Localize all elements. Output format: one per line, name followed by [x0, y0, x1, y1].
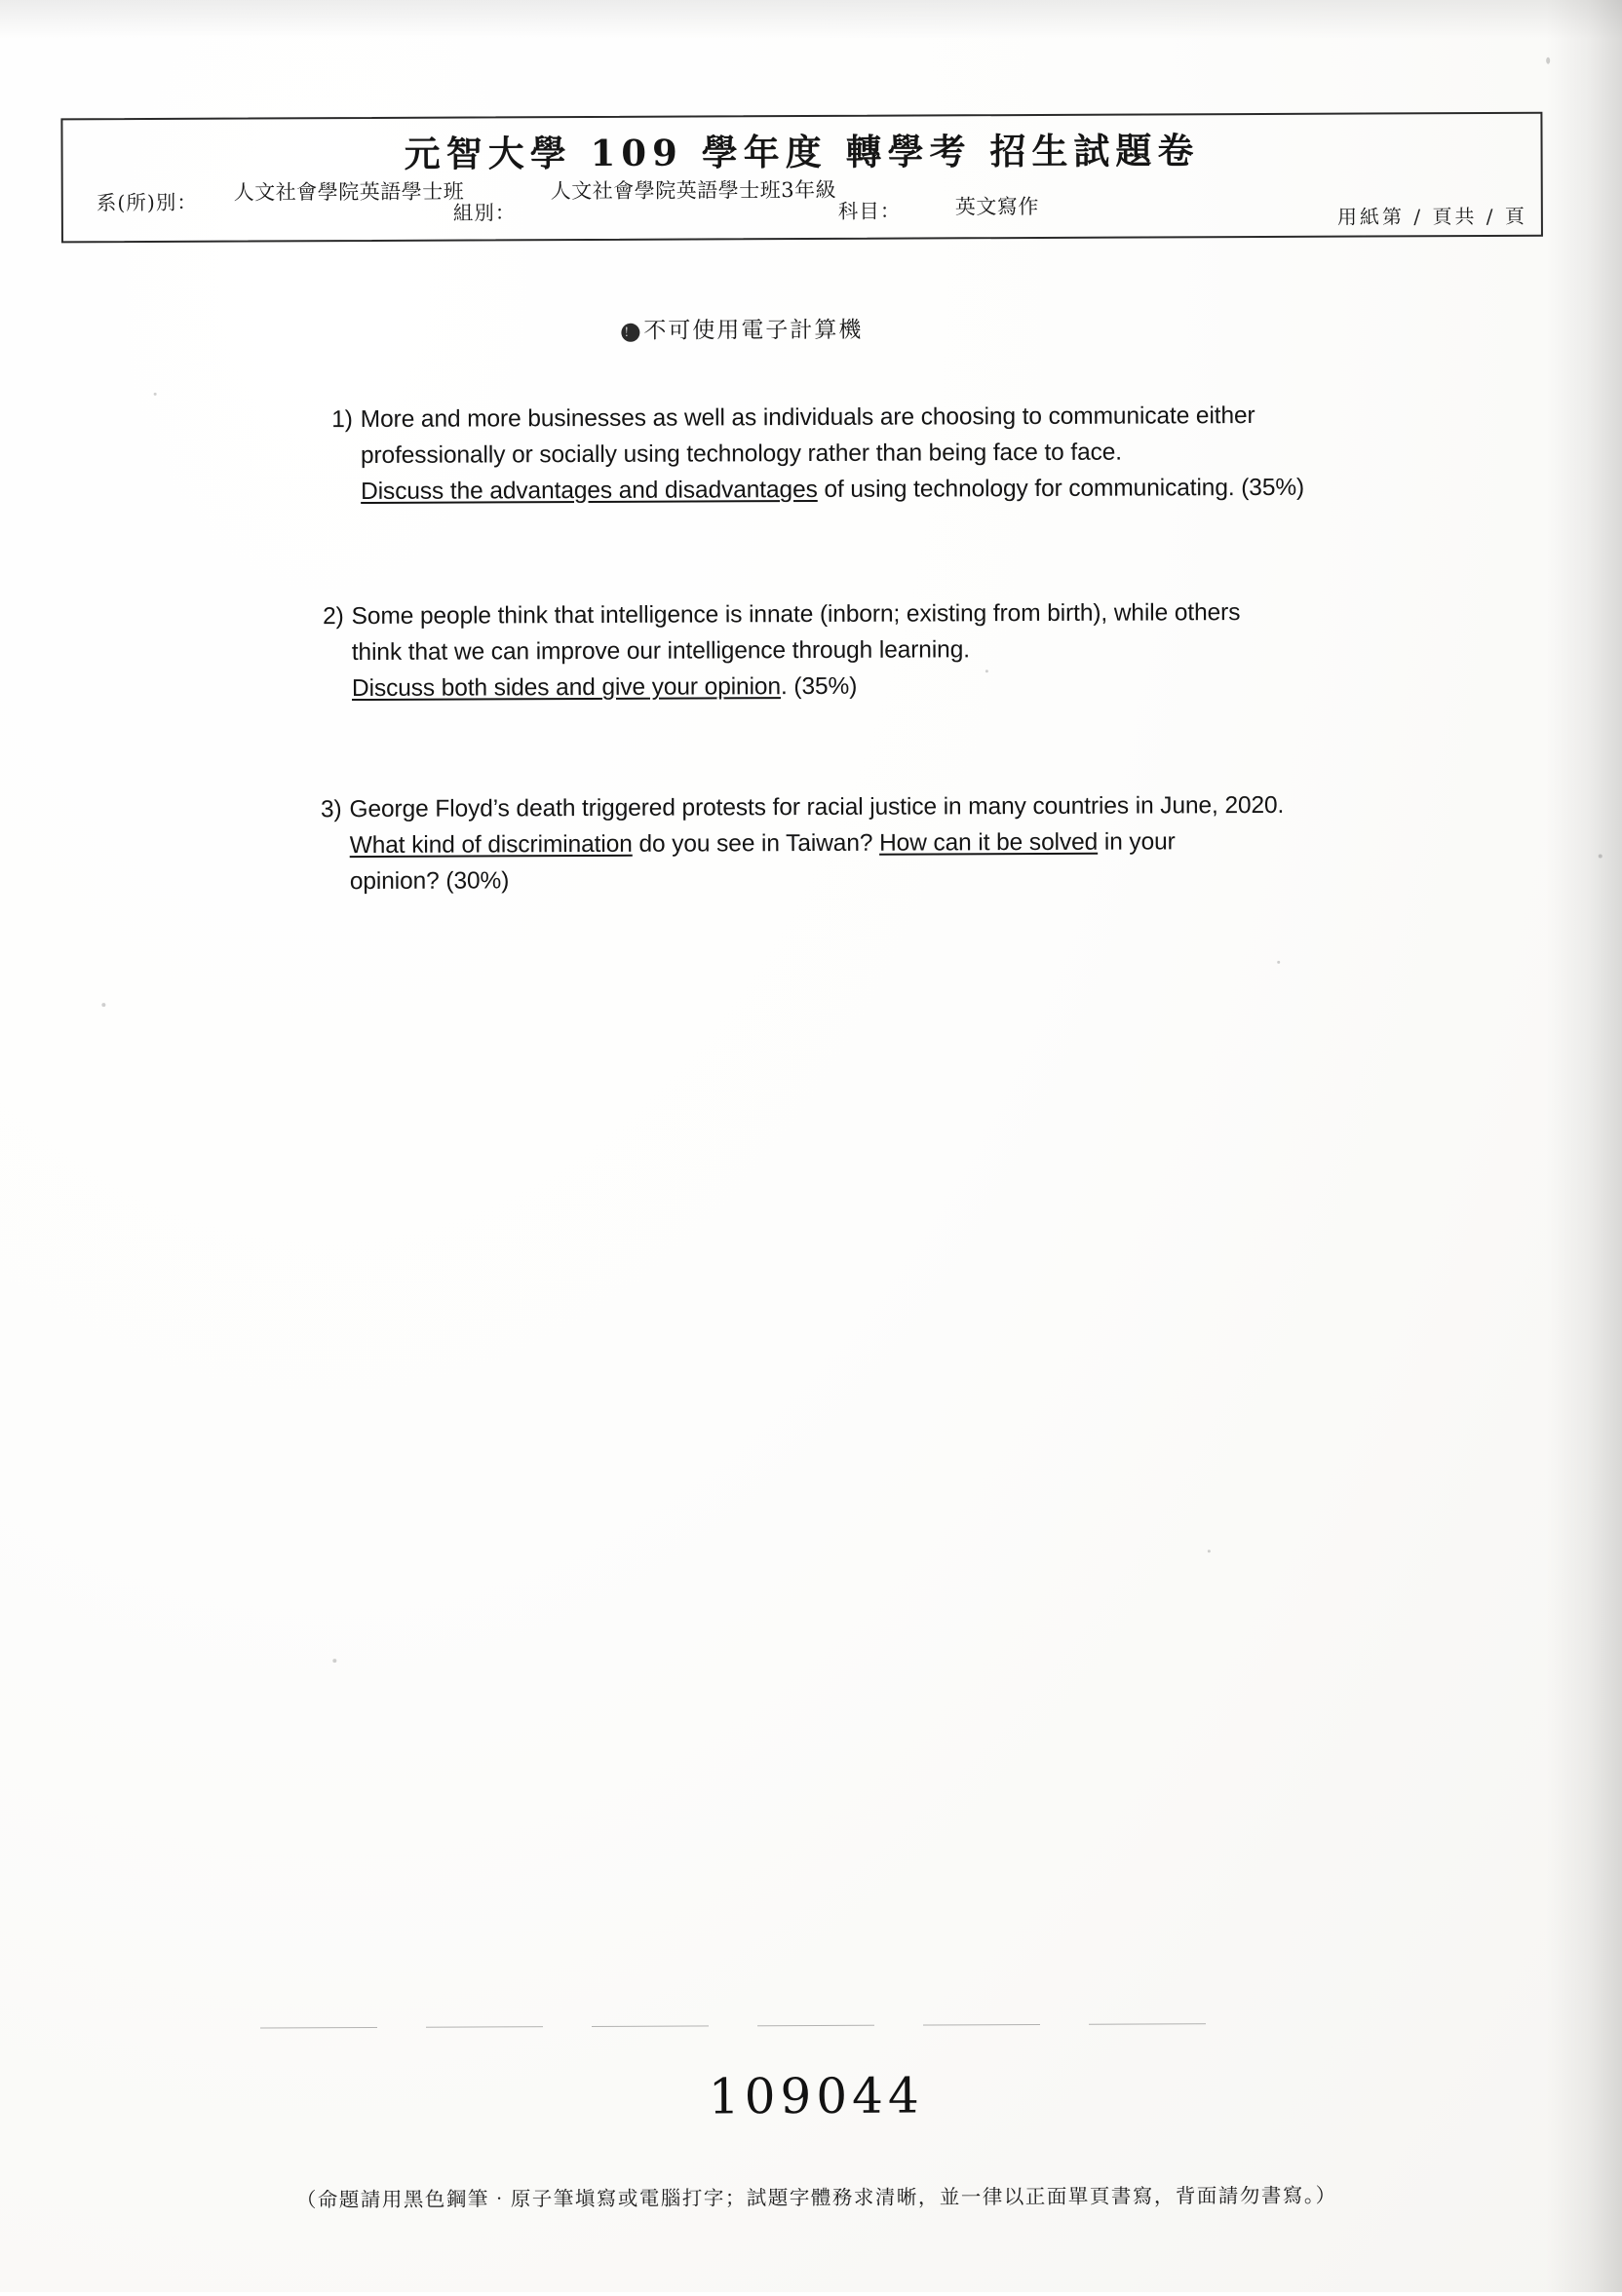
question-line: [352, 594, 1241, 634]
scan-speck: [1208, 1550, 1211, 1552]
emphasized-phrase: Discuss both sides and give your opinion: [351, 673, 782, 703]
question-number: 3): [320, 796, 342, 823]
text-run: think that we can improve our intelligence through learning.: [351, 636, 970, 667]
exam-header-box: [60, 112, 1543, 244]
question-item: [301, 594, 1241, 708]
scan-speck: [101, 1003, 105, 1007]
page-number-field: 用紙第 / 頁共 / 頁: [1336, 204, 1527, 229]
scan-speck: [1599, 854, 1603, 858]
text-run: in your: [1098, 828, 1176, 856]
subject-value: 英文寫作: [954, 194, 1039, 219]
question-line: [361, 434, 1304, 474]
text-run: More and more businesses as well as individuals are choosing to communicate either: [360, 402, 1255, 434]
question-text: [352, 594, 1241, 708]
question-line: [349, 787, 1284, 827]
question-number: 1): [331, 406, 353, 434]
text-run: do you see in Taiwan?: [632, 829, 880, 859]
scan-speck: [1277, 961, 1280, 964]
text-run: . (35%): [780, 673, 858, 701]
text-run: professionally or socially using technology rather than being face to face.: [360, 439, 1123, 470]
text-run: Some people think that intelligence is innate (inborn; existing from birth), while others: [351, 599, 1241, 631]
question-item: [298, 787, 1284, 900]
text-run: of using technology for communicating. (35%): [817, 475, 1305, 504]
group-value: 人文社會學院英語學士班3年級: [550, 177, 837, 204]
warning-icon: ！: [621, 324, 639, 342]
question-line: [350, 823, 1285, 863]
question-line: [352, 668, 1241, 708]
scan-artifact-line: [260, 2023, 1225, 2028]
footer-instruction-note: （命題請用黑色鋼筆‧原子筆塡寫或電腦打字；試題字體務求清晰，並一律以正面單頁書寫，背面請勿書寫。）: [295, 2183, 1337, 2212]
question-line: [361, 470, 1304, 510]
scan-speck: [985, 670, 988, 672]
text-run: opinion? (30%): [349, 867, 510, 896]
question-line: [361, 398, 1304, 438]
question-text: [361, 398, 1304, 511]
question-number: 2): [322, 603, 344, 631]
emphasized-phrase: What kind of discrimination: [349, 831, 633, 860]
scan-speck: [332, 1659, 336, 1663]
emphasized-phrase: Discuss the advantages and disadvantages: [361, 477, 818, 506]
page-title: 元智大學 109 學年度 轉學考 招生試題卷: [404, 129, 1200, 175]
text-run: George Floyd’s death triggered protests for racial justice in many countries in June, 2020.: [349, 791, 1285, 823]
subject-label: 科目：: [837, 199, 902, 223]
group-label: 組別：: [452, 201, 517, 225]
question-text: [349, 787, 1284, 900]
department-label: 系(所)別：: [96, 190, 198, 215]
scan-speck: [154, 393, 157, 396]
exam-code: 109044: [708, 2067, 924, 2125]
question-item: [310, 398, 1304, 511]
question-line: [352, 631, 1241, 670]
scan-speck: [1546, 57, 1550, 64]
notice-text: 不可使用電子計算機: [643, 317, 864, 344]
department-value: 人文社會學院英語學士班: [233, 179, 465, 205]
emphasized-phrase: How can it be solved: [878, 828, 1099, 857]
no-calculator-notice: [621, 312, 863, 345]
question-line: [350, 860, 1285, 899]
